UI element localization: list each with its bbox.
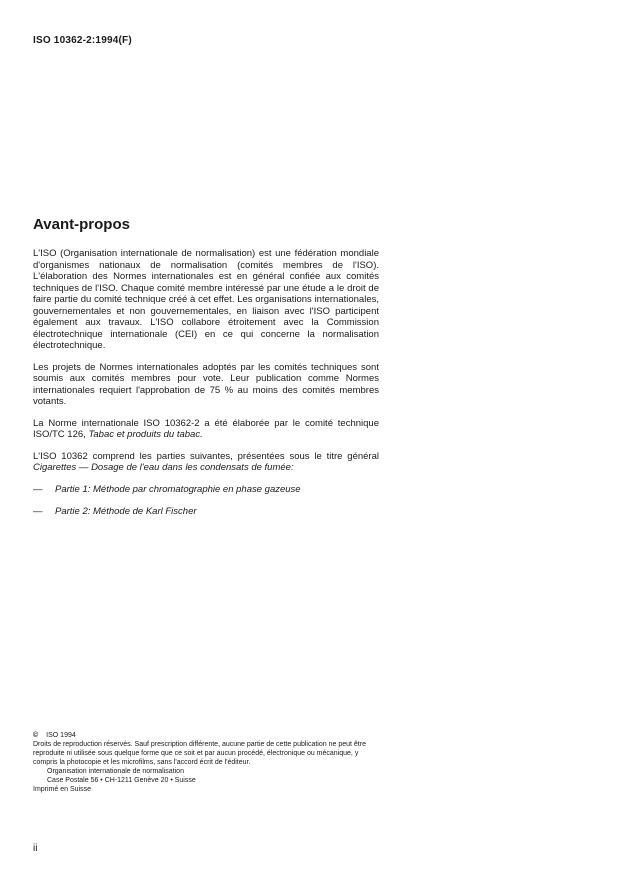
list-dash: — — [33, 483, 43, 495]
organization-name: Organisation internationale de normalisation — [47, 768, 184, 775]
copyright-symbol: © — [33, 732, 39, 739]
paragraph-iso-description: L'ISO (Organisation internationale de normalisation) est une fédération mondiale d'organismes nationaux de normalisation (comités membres de l'ISO). L'élaboration des Normes internationales est en général confiée aux comités techniques de l'ISO. Chaque comité membre intéressé par une étude a le droit de faire partie du comité technique créé à cet effet. Les organisations internationales, gouvernementales et non gouvernementales, en liaison avec l'ISO participent également aux travaux. L'ISO collabore étroitement avec la Commission électrotechnique internationale (CEI) en ce qui concerne la normalisation électrotechnique. — [33, 248, 379, 351]
parts-intro-text: L'ISO 10362 comprend les parties suivantes, présentées sous le titre général — [33, 450, 379, 462]
elaboration-text: La Norme internationale ISO 10362-2 a été élaborée par le comité technique ISO/TC 126, — [33, 417, 379, 440]
rights-reserved-text: Droits de reproduction réservés. Sauf prescription différente, aucune partie de cette publication ne peut être reproduite ni utilisée sous quelque forme que ce soit et par aucun procédé, électronique ou mécanique, y compris la photocopie et les microfilms, sans l'accord écrit de l'éditeur. — [33, 741, 366, 766]
printed-in: Imprimé en Suisse — [33, 786, 91, 793]
paragraph-voting: Les projets de Normes internationales adoptés par les comités techniques sont soumis aux comités membres pour vote. Leur publication comme Normes internationales requiert l'approbation de 75 % au moins des comités membres votants. — [33, 361, 379, 407]
copyright-year: ISO 1994 — [46, 732, 76, 739]
copyright-line — [33, 731, 379, 740]
committee-name: Tabac et produits du tabac. — [88, 429, 203, 440]
list-dash: — — [33, 506, 43, 517]
paragraph-parts-intro — [33, 451, 379, 474]
general-title: Cigarettes — Dosage de l'eau dans les condensats de fumée: — [33, 462, 294, 473]
page-number: ii — [33, 843, 38, 854]
part-2-label: Partie 2: Méthode de Karl Fischer — [55, 506, 197, 517]
list-item — [33, 506, 379, 518]
paragraph-elaboration — [33, 418, 379, 441]
page-title: Avant-propos — [33, 216, 130, 233]
part-1-label: Partie 1: Méthode par chromatographie en phase gazeuse — [55, 483, 301, 495]
list-item — [33, 484, 379, 496]
copyright-notice — [33, 731, 379, 794]
document-id: ISO 10362-2:1994(F) — [33, 35, 132, 46]
organization-address: Case Postale 56 • CH-1211 Genève 20 • Suisse — [47, 777, 196, 784]
foreword-body — [33, 248, 379, 529]
